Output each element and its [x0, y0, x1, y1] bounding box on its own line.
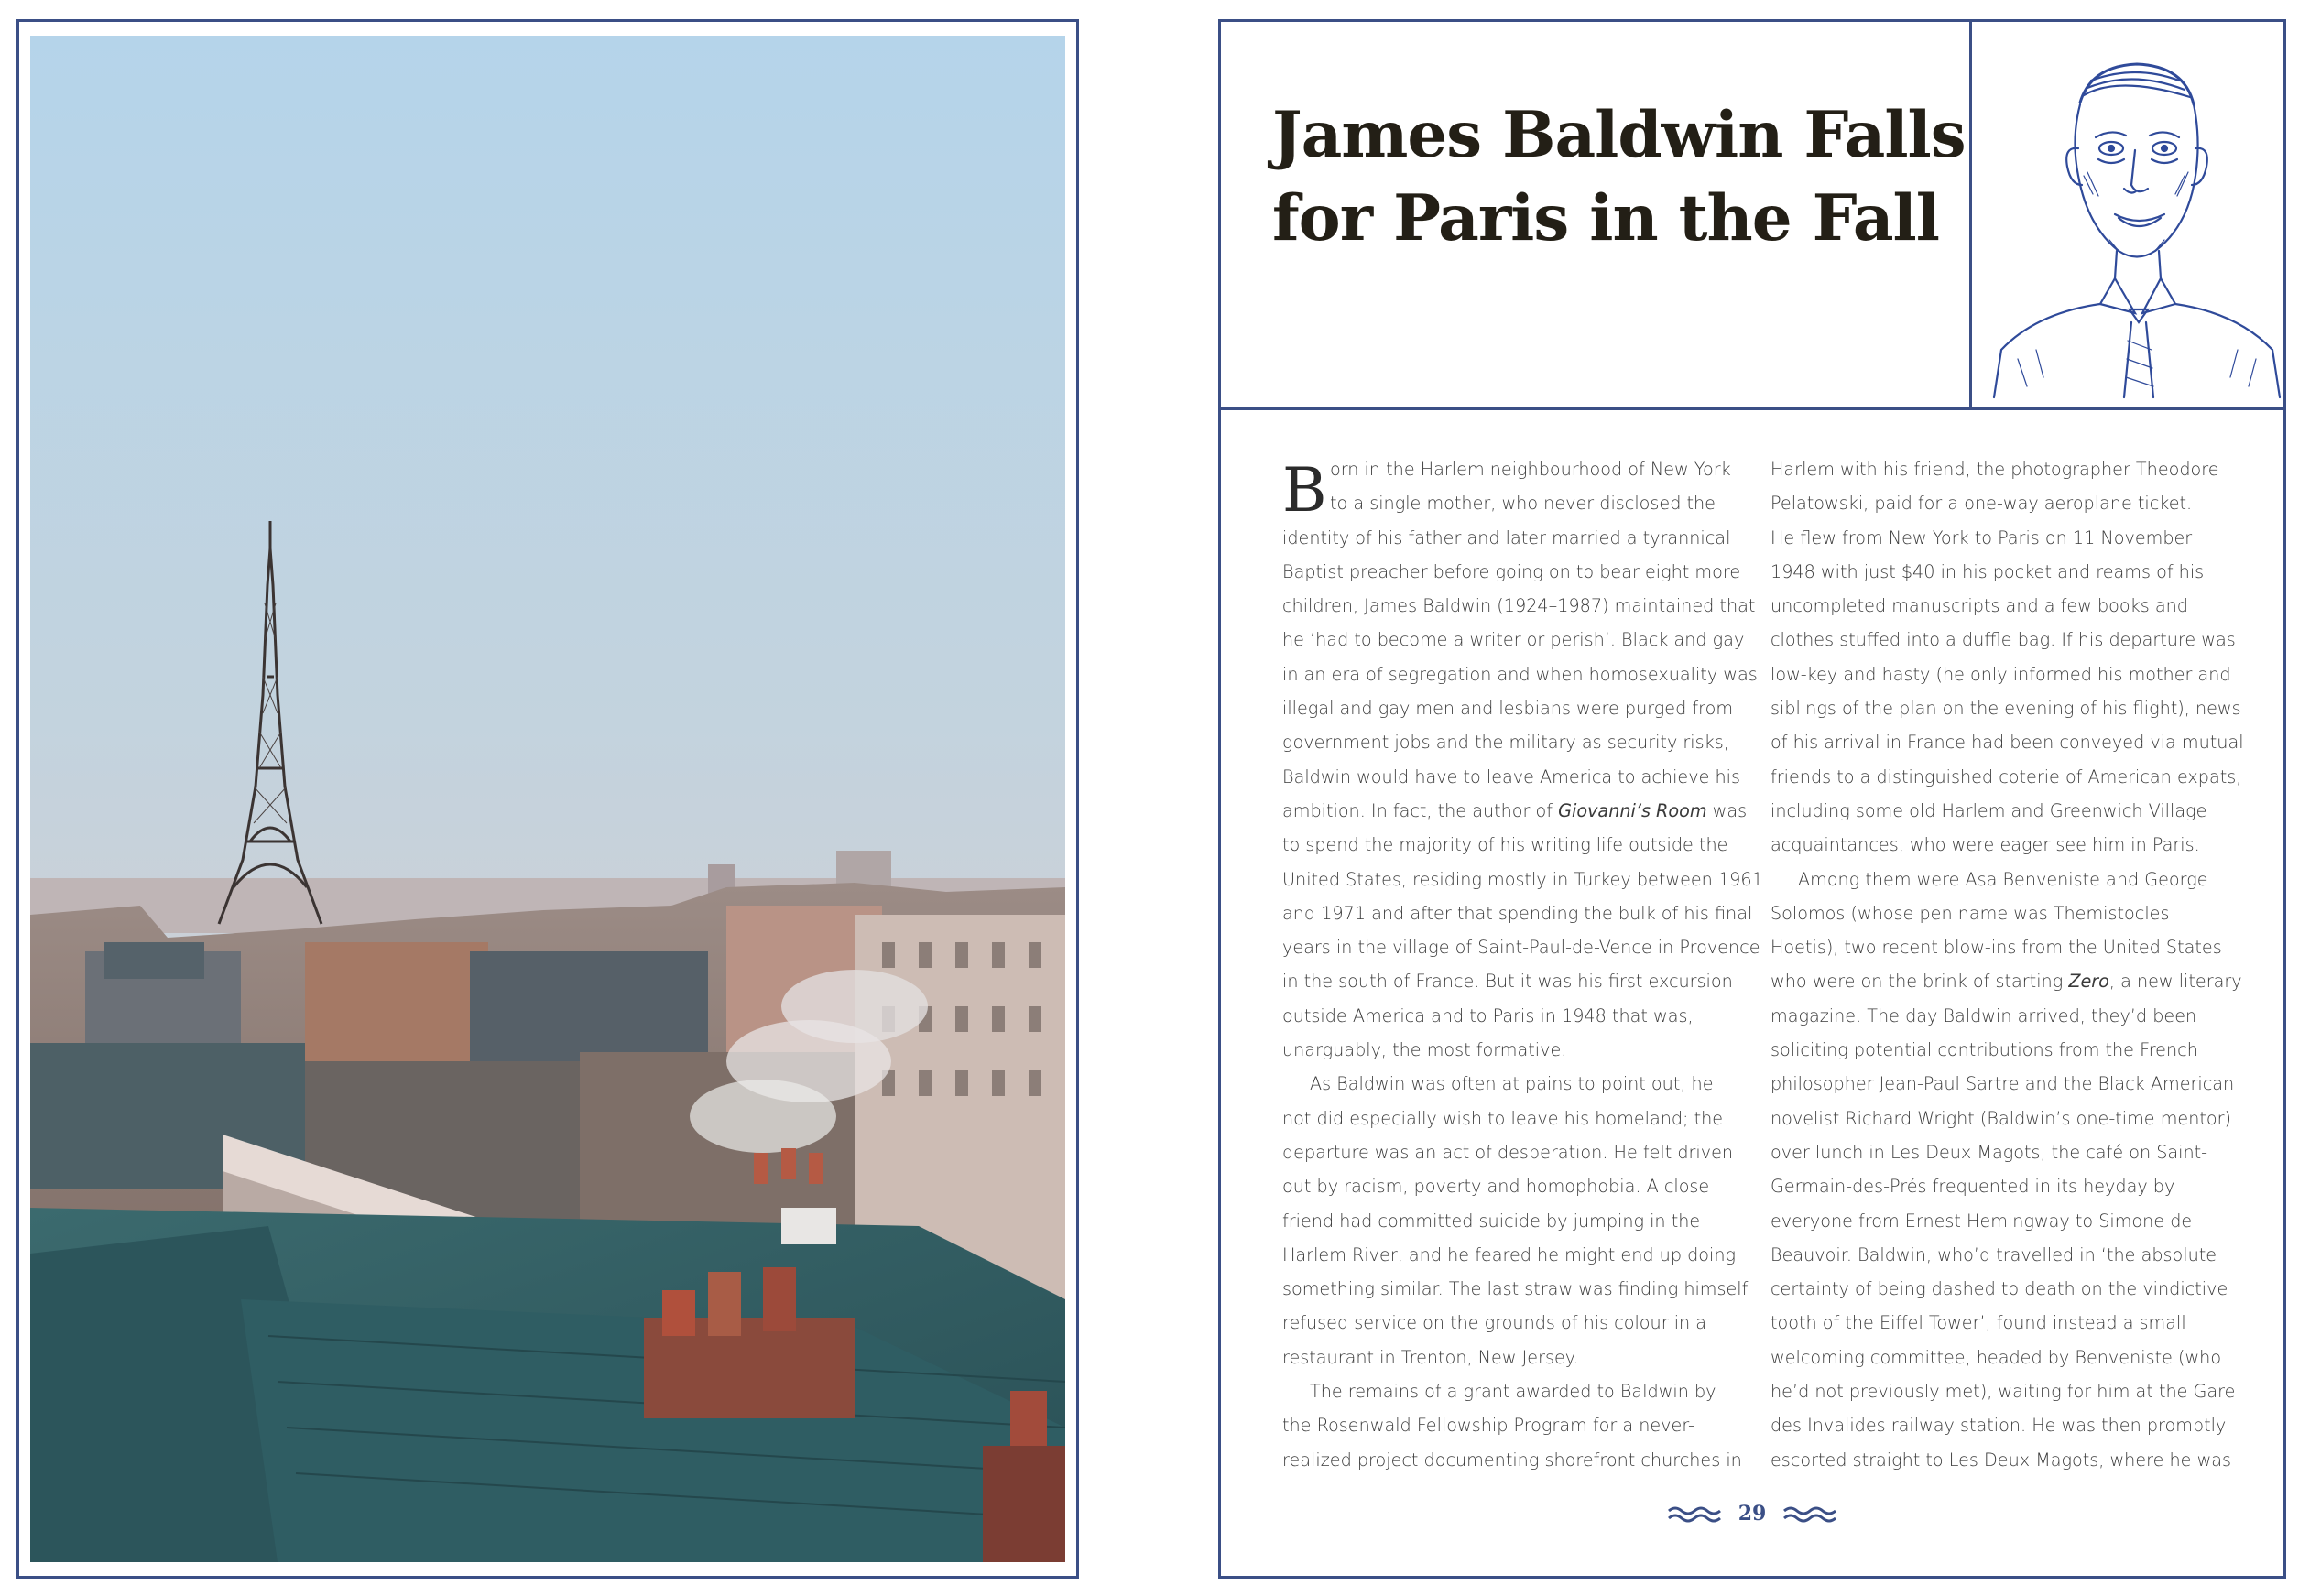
body-line: friend had committed suicide by jumping in the [1282, 1210, 1701, 1232]
body-line: years in the village of Saint-Paul-de-Vence in Provence [1282, 937, 1760, 959]
page-number-footer [1221, 1501, 2283, 1525]
body-line: in an era of segregation and when homosexuality was [1282, 663, 1758, 685]
body-line: Harlem with his friend, the photographer Theodore [1771, 459, 2219, 480]
body-line: Harlem River, and he feared he might end up doing [1282, 1243, 1737, 1265]
body-line: realized project documenting shorefront churches in [1282, 1449, 1742, 1471]
body-line: he’d not previously met), waiting for him at the Gare [1771, 1381, 2236, 1403]
body-line: acquaintances, who were eager see him in Paris. [1771, 834, 2200, 856]
body-line: he ‘had to become a writer or perish’. Black and gay [1282, 629, 1745, 651]
body-line: tooth of the Eiffel Tower’, found instead a small [1771, 1312, 2186, 1334]
article-page-frame [1218, 19, 2286, 1579]
body-line: and 1971 and after that spending the bulk of his final [1282, 902, 1753, 924]
body-line: clothes stuffed into a duffle bag. If his departure was [1771, 629, 2236, 651]
body-line: Baptist preacher before going on to bear eight more [1282, 560, 1741, 582]
body-line: illegal and gay men and lesbians were purged from [1282, 698, 1734, 720]
body-line: something similar. The last straw was finding himself [1282, 1278, 1749, 1300]
body-line: Baldwin would have to leave America to achieve his [1282, 765, 1740, 787]
body-line: magazine. The day Baldwin arrived, they’d been [1771, 1004, 2197, 1026]
body-line: low-key and hasty (he only informed his mother and [1771, 663, 2231, 685]
body-line: Solomos (whose pen name was Themistocles [1771, 902, 2170, 924]
body-line: to a single mother, who never disclosed the [1330, 493, 1716, 515]
body-line: departure was an act of desperation. He felt driven [1282, 1141, 1734, 1163]
body-line: philosopher Jean-Paul Sartre and the Black American [1771, 1073, 2235, 1095]
body-line: novelist Richard Wright (Baldwin’s one-time mentor) [1771, 1107, 2231, 1129]
title-vertical-divider [1969, 22, 1972, 408]
body-line: United States, residing mostly in Turkey between 1961 [1282, 868, 1763, 890]
body-line: des Invalides railway station. He was then promptly [1771, 1415, 2227, 1437]
title-horizontal-divider [1221, 407, 2283, 410]
body-line: out by racism, poverty and homophobia. A close [1282, 1176, 1710, 1198]
body-line: He flew from New York to Paris on 11 November [1771, 527, 2193, 548]
body-line: soliciting potential contributions from the French [1771, 1039, 2198, 1061]
body-line: Pelatowski, paid for a one-way aeroplane ticket. [1771, 493, 2193, 515]
body-line: friends to a distinguished coterie of American expats, [1771, 765, 2242, 787]
wave-ornament-left-icon [1667, 1504, 1722, 1524]
body-line: As Baldwin was often at pains to point out, he [1310, 1073, 1714, 1095]
body-line: to spend the majority of his writing life outside the [1282, 834, 1728, 856]
body-line: including some old Harlem and Greenwich Village [1771, 799, 2207, 821]
body-line: of his arrival in France had been conveyed via mutual [1771, 732, 2244, 754]
body-line: 1948 with just $40 in his pocket and reams of his [1771, 560, 2205, 582]
body-line-with-italic: who were on the brink of starting Zero, a new literary [1771, 971, 2242, 993]
body-line: Germain-des-Prés frequented in its heyday by [1771, 1176, 2175, 1198]
title-line-2: for Paris in the Fall [1272, 181, 1939, 255]
body-line: Hoetis), two recent blow-ins from the United States [1771, 937, 2222, 959]
body-line: Beauvoir. Baldwin, who’d travelled in ‘the absolute [1771, 1243, 2217, 1265]
body-line: everyone from Ernest Hemingway to Simone de [1771, 1210, 2193, 1232]
body-line: not did especially wish to leave his homeland; the [1282, 1107, 1724, 1129]
wave-ornament-right-icon [1782, 1504, 1837, 1524]
body-line: government jobs and the military as security risks, [1282, 732, 1729, 754]
page-number: 29 [1738, 1502, 1767, 1525]
photo-frame [16, 19, 1079, 1579]
body-column-right [1771, 452, 2247, 1477]
body-line: restaurant in Trenton, New Jersey. [1282, 1346, 1579, 1368]
drop-cap: B [1282, 455, 1327, 526]
body-line: The remains of a grant awarded to Baldwin by [1310, 1381, 1716, 1403]
body-column-left [1282, 452, 1763, 1477]
james-baldwin-portrait-icon [1981, 38, 2283, 405]
magazine-title-italic: Zero [2068, 971, 2109, 993]
body-line: escorted straight to Les Deux Magots, where he was [1771, 1449, 2232, 1471]
body-line: orn in the Harlem neighbourhood of New York [1330, 459, 1731, 480]
body-line: outside America and to Paris in 1948 that was, [1282, 1004, 1694, 1026]
title-line-1: James Baldwin Falls [1272, 98, 1966, 172]
body-line: certainty of being dashed to death on the vindictive [1771, 1278, 2228, 1300]
book-title-italic: Giovanni’s Room [1558, 799, 1707, 821]
body-line: identity of his father and later married a tyrannical [1282, 527, 1731, 548]
body-line: over lunch in Les Deux Magots, the café on Saint- [1771, 1141, 2208, 1163]
body-line: refused service on the grounds of his colour in a [1282, 1312, 1707, 1334]
body-line: uncompleted manuscripts and a few books and [1771, 595, 2188, 617]
body-line: the Rosenwald Fellowship Program for a never- [1282, 1415, 1694, 1437]
body-line: Among them were Asa Benveniste and George [1798, 868, 2208, 890]
body-line: welcoming committee, headed by Benveniste (who [1771, 1346, 2222, 1368]
body-line: children, James Baldwin (1924–1987) maintained that [1282, 595, 1756, 617]
body-line: siblings of the plan on the evening of his flight), news [1771, 698, 2241, 720]
body-line-with-italic: ambition. In fact, the author of Giovanni’s Room was [1282, 799, 1748, 821]
paris-rooftops-photo [30, 36, 1065, 1562]
body-line: unarguably, the most formative. [1282, 1039, 1567, 1061]
body-line: in the south of France. But it was his first excursion [1282, 971, 1733, 993]
article-title [1272, 93, 1966, 260]
